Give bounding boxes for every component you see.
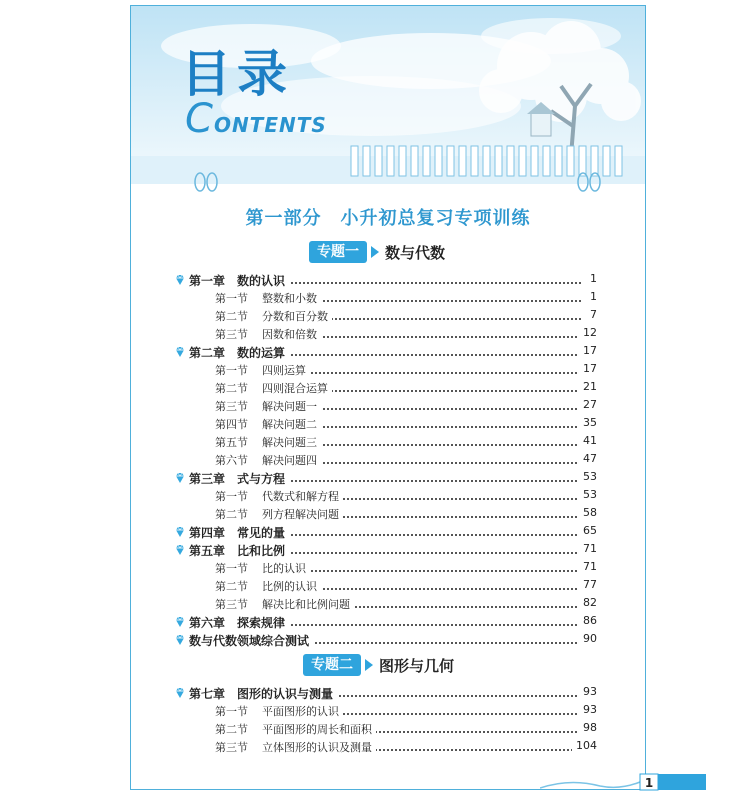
section-name: 解决比和比例问题 [262, 598, 350, 611]
section-title [215, 596, 354, 612]
chapter-title [189, 542, 289, 559]
subtitle-initial: C [185, 96, 214, 142]
page-ref: 1 [586, 272, 597, 285]
toc-chapter-row[interactable] [131, 684, 645, 702]
page-ref: 82 [579, 596, 597, 609]
toc-label: 数与代数领域综合测试 [189, 634, 310, 648]
section-title [215, 488, 343, 504]
section-name: 解决问题三 [262, 436, 317, 449]
toc-section-row[interactable] [131, 415, 645, 433]
page-ref: 35 [579, 416, 597, 429]
toc-section-row[interactable] [131, 451, 645, 469]
section-name: 平面图形的认识 [262, 705, 339, 718]
toc-label: 第一节 [215, 490, 248, 503]
section-title [215, 739, 376, 755]
topic-tag: 专题一 [309, 241, 367, 263]
toc-label: 第一章 数的认识 [189, 274, 286, 288]
chapter-title [189, 614, 289, 631]
subtitle-rest: ONTENTS [213, 113, 327, 137]
part-title: 第一部分 小升初总复习专项训练 [245, 208, 531, 229]
toc-section-row[interactable] [131, 307, 645, 325]
toc-chapter-row[interactable] [131, 613, 645, 631]
toc-section-row[interactable] [131, 397, 645, 415]
page-ref: 98 [579, 721, 597, 734]
section-name: 平面图形的周长和面积 [262, 723, 372, 736]
section-name: 整数和小数 [262, 292, 317, 305]
toc-section-row[interactable] [131, 379, 645, 397]
page-ref: 93 [579, 685, 597, 698]
toc-label: 第二节 [215, 382, 248, 395]
section-title [215, 398, 321, 414]
page-ref: 7 [586, 308, 597, 321]
section-name: 因数和倍数 [262, 328, 317, 341]
section-name: 列方程解决问题 [262, 508, 339, 521]
toc-chapter-row[interactable] [131, 271, 645, 289]
toc-chapter-row[interactable] [131, 541, 645, 559]
page-title: 目录 [181, 45, 293, 103]
page-footer [540, 770, 706, 792]
section-name: 四则运算 [262, 364, 306, 377]
section-title [215, 362, 310, 378]
contents-banner [131, 6, 645, 184]
toc-section-row[interactable] [131, 720, 645, 738]
diamond-icon [174, 346, 186, 358]
chapter-title [189, 524, 289, 541]
toc-label: 第二节 [215, 310, 248, 323]
toc-label: 第一节 [215, 292, 248, 305]
page-ref: 53 [579, 488, 597, 501]
page-ref: 58 [579, 506, 597, 519]
toc-section-row[interactable] [131, 577, 645, 595]
toc-section-row[interactable] [131, 289, 645, 307]
page-number: 1 [644, 776, 654, 790]
page-ref: 71 [579, 542, 597, 555]
arrow-icon [365, 659, 373, 671]
section-title [215, 308, 332, 324]
toc-label: 第三节 [215, 328, 248, 341]
topic-name: 数与代数 [385, 243, 446, 262]
page-ref: 77 [579, 578, 597, 591]
section-title [215, 326, 321, 342]
page-ref: 71 [579, 560, 597, 573]
toc-section-row[interactable] [131, 559, 645, 577]
toc-section-row[interactable] [131, 487, 645, 505]
diamond-icon [174, 687, 186, 699]
page-ref: 1 [586, 290, 597, 303]
chapter-title [189, 470, 289, 487]
chapter-title [189, 344, 289, 361]
page-ref: 12 [579, 326, 597, 339]
section-name: 解决问题一 [262, 400, 317, 413]
section-title [215, 721, 376, 737]
binder-rings [188, 170, 608, 194]
toc-section-row[interactable] [131, 325, 645, 343]
toc-section-row[interactable] [131, 595, 645, 613]
toc-label: 第六节 [215, 454, 248, 467]
section-name: 比例的认识 [262, 580, 317, 593]
section-title [215, 452, 321, 468]
toc-label: 第五章 比和比例 [189, 544, 286, 558]
diamond-icon [174, 544, 186, 556]
chapter-title [189, 632, 313, 649]
chapter-title [189, 272, 289, 289]
toc-chapter-row[interactable] [131, 523, 645, 541]
section-title [215, 506, 343, 522]
diamond-icon [174, 616, 186, 628]
section-title [215, 416, 321, 432]
toc-label: 第二节 [215, 508, 248, 521]
section-name: 立体图形的认识及测量 [262, 741, 372, 754]
toc-label: 第二节 [215, 723, 248, 736]
page-ref: 93 [579, 703, 597, 716]
section-title [215, 434, 321, 450]
section-title [215, 578, 321, 594]
toc-label: 第二节 [215, 580, 248, 593]
toc-label: 第四章 常见的量 [189, 526, 286, 540]
page-ref: 41 [579, 434, 597, 447]
section-title [215, 290, 321, 306]
toc-section-row[interactable] [131, 738, 645, 756]
topic-name: 图形与几何 [379, 656, 455, 675]
chapter-title [189, 685, 337, 702]
section-name: 分数和百分数 [262, 310, 328, 323]
page-ref: 17 [579, 344, 597, 357]
page-subtitle [185, 96, 327, 142]
arrow-icon [371, 246, 379, 258]
page-ref: 27 [579, 398, 597, 411]
page-ref: 21 [579, 380, 597, 393]
toc-label: 第三节 [215, 598, 248, 611]
page-ref: 104 [572, 739, 597, 752]
toc-label: 第三节 [215, 400, 248, 413]
section-title [215, 703, 343, 719]
section-title [215, 380, 332, 396]
page-ref: 53 [579, 470, 597, 483]
toc-label: 第一节 [215, 705, 248, 718]
toc-label: 第五节 [215, 436, 248, 449]
section-name: 比的认识 [262, 562, 306, 575]
toc-section-row[interactable] [131, 433, 645, 451]
topic-header-2 [303, 654, 454, 676]
diamond-icon [174, 472, 186, 484]
diamond-icon [174, 526, 186, 538]
topic-header-1 [309, 241, 445, 263]
toc-section-row[interactable] [131, 361, 645, 379]
section-name: 解决问题二 [262, 418, 317, 431]
toc-label: 第六章 探索规律 [189, 616, 286, 630]
topic-tag: 专题二 [303, 654, 361, 676]
page-ref: 65 [579, 524, 597, 537]
toc-label: 第三章 式与方程 [189, 472, 286, 486]
section-name: 解决问题四 [262, 454, 317, 467]
toc-label: 第一节 [215, 364, 248, 377]
toc-chapter-row[interactable] [131, 631, 645, 649]
toc-chapter-row[interactable] [131, 343, 645, 361]
page-ref: 86 [579, 614, 597, 627]
toc-section-row[interactable] [131, 505, 645, 523]
diamond-icon [174, 634, 186, 646]
toc-label: 第七章 图形的认识与测量 [189, 687, 334, 701]
page-ref: 17 [579, 362, 597, 375]
toc-label: 第四节 [215, 418, 248, 431]
section-title [215, 560, 310, 576]
section-name: 四则混合运算 [262, 382, 328, 395]
page-ref: 47 [579, 452, 597, 465]
toc-label: 第二章 数的运算 [189, 346, 286, 360]
page-ref: 90 [579, 632, 597, 645]
diamond-icon [174, 274, 186, 286]
toc-label: 第三节 [215, 741, 248, 754]
toc-label: 第一节 [215, 562, 248, 575]
toc-section-row[interactable] [131, 702, 645, 720]
section-name: 代数式和解方程 [262, 490, 339, 503]
toc-chapter-row[interactable] [131, 469, 645, 487]
